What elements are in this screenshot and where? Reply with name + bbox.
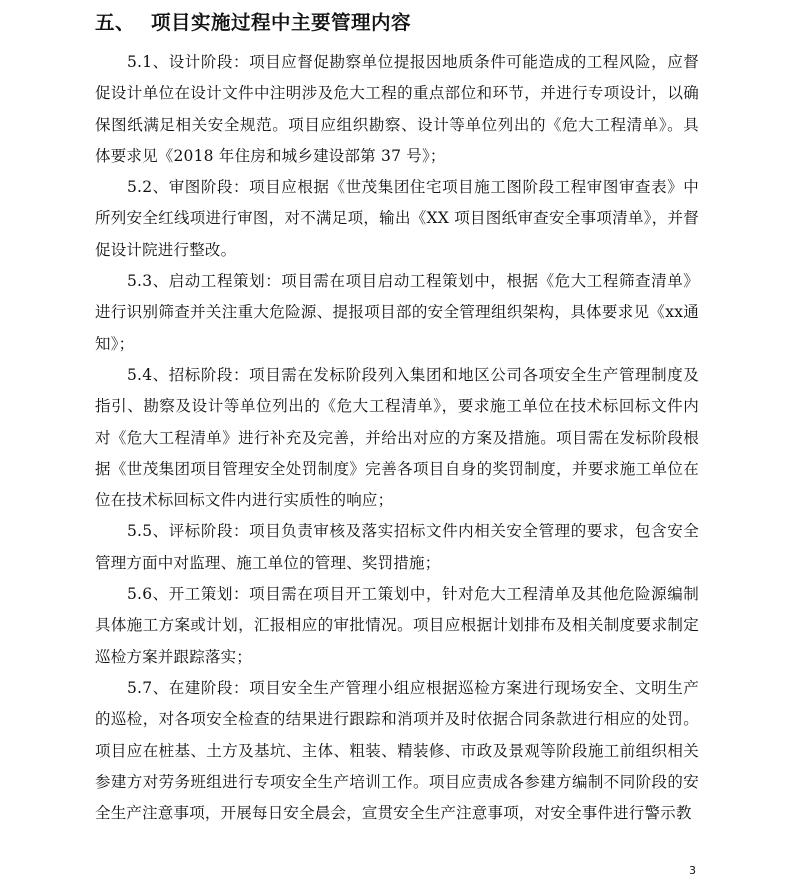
paragraph-line: 保图纸满足相关安全规范。项目应组织勘察、设计等单位列出的《危大工程清单》。具 [95, 115, 699, 134]
paragraph-line: 参建方对劳务班组进行专项安全生产培训工作。项目应责成各参建方编制不同阶段的安 [95, 772, 699, 791]
paragraph [95, 579, 699, 673]
paragraph-line: 巡检方案并跟踪落实； [95, 647, 253, 666]
page-number: 3 [689, 864, 696, 877]
paragraph-line: 5.2、审图阶段：项目应根据《世茂集团住宅项目施工图阶段工程审图审查表》中 [127, 178, 699, 197]
paragraph [95, 673, 699, 829]
paragraph [95, 266, 699, 360]
paragraph-line: 5.5、评标阶段：项目负责审核及落实招标文件内相关安全管理的要求，包含安全 [127, 522, 699, 541]
paragraph-line: 体要求见《2018 年住房和城乡建设部第 37 号》； [95, 146, 446, 165]
paragraph-line: 的巡检，对各项安全检查的结果进行跟踪和消项并及时依据合同条款进行相应的处罚。 [95, 710, 699, 729]
paragraph-line: 据《世茂集团项目管理安全处罚制度》完善各项目自身的奖罚制度，并要求施工单位在 [95, 459, 699, 478]
paragraph-line: 5.1、设计阶段：项目应督促勘察单位提报因地质条件可能造成的工程风险，应督 [127, 53, 699, 71]
paragraph-line: 5.6、开工策划：项目需在项目开工策划中，针对危大工程清单及其他危险源编制 [127, 585, 699, 604]
paragraph-line: 指引、勘察及设计等单位列出的《危大工程清单》，要求施工单位在技术标回标文件内 [95, 397, 699, 416]
paragraph-line: 促设计单位在设计文件中注明涉及危大工程的重点部位和环节，并进行专项设计，以确 [95, 84, 699, 103]
paragraph-line: 项目应在桩基、土方及基坑、主体、粗装、精装修、市政及景观等阶段施工前组织相关 [95, 741, 699, 760]
section-number: 五、 [95, 11, 136, 34]
section-title: 项目实施过程中主要管理内容 [151, 11, 412, 34]
paragraph-line: 所列安全红线项进行审图，对不满足项，输出《XX 项目图纸审查安全事项清单》，并督 [95, 209, 699, 228]
paragraph-line: 5.4、招标阶段：项目需在发标阶段列入集团和地区公司各项安全生产管理制度及 [127, 365, 699, 384]
paragraph-line: 具体施工方案或计划，汇报相应的审批情况。项目应根据计划排布及相关制度要求制定 [95, 616, 699, 635]
paragraph-line: 对《危大工程清单》进行补充及完善，并给出对应的方案及措施。项目需在发标阶段根 [95, 428, 699, 447]
paragraph-line: 进行识别筛查并关注重大危险源、提报项目部的安全管理组织架构，具体要求见《xx [95, 303, 684, 322]
paragraph-line: 全生产注意事项，开展每日安全晨会，宣贯安全生产注意事项，对安全事件进行警示教 [95, 804, 692, 823]
paragraph [95, 516, 699, 579]
paragraph-line: 位在技术标回标文件内进行实质性的响应； [95, 491, 394, 510]
paragraph [95, 47, 699, 172]
paragraph [95, 360, 699, 516]
paragraph-line: 5.3、启动工程策划：项目需在项目启动工程策划中，根据《危大工程筛查清单》 [127, 272, 699, 291]
paragraph-line: 5.7、在建阶段：项目安全生产管理小组应根据巡检方案进行现场安全、文明生产 [127, 678, 699, 697]
paragraph-line: 管理方面中对监理、施工单位的管理、奖罚措施； [95, 553, 441, 572]
paragraph-line: 通知》； [95, 303, 699, 353]
paragraph [95, 172, 699, 266]
paragraph-line: 促设计院进行整改。 [95, 240, 237, 259]
section-heading [95, 9, 411, 37]
section-content [95, 47, 699, 829]
